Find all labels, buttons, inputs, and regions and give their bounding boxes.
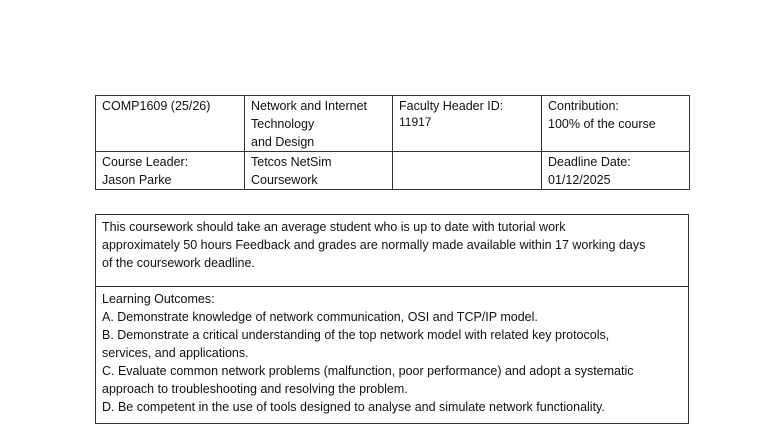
overview-line-1: This coursework should take an average student who is up to date with tutorial work [102,220,566,234]
course-leader-name: Jason Parke [102,173,172,187]
faculty-header-id: 11917 [399,115,432,129]
learning-outcomes-heading: Learning Outcomes: [102,292,215,306]
overview-line-3: of the coursework deadline. [102,256,255,270]
empty-cell [393,152,542,190]
coursework-title-line-1: Tetcos NetSim [251,155,332,169]
learning-outcomes-section [96,287,688,423]
deadline-cell [542,152,690,190]
learning-outcome-d: D. Be competent in the use of tools designed to analyse and simulate network functionality. [102,400,605,414]
course-leader-cell [96,152,245,190]
info-row-1 [96,96,690,152]
info-row-2 [96,152,690,190]
overview-section [96,215,688,287]
contribution-value: 100% of the course [548,117,656,131]
contribution-label: Contribution: [548,99,619,113]
coursework-title-line-2: Coursework [251,173,318,187]
module-title-cell [245,96,393,152]
contribution-cell [542,96,690,152]
module-code: COMP1609 (25/26) [102,99,211,113]
learning-outcome-c-line-1: C. Evaluate common network problems (malfunction, poor performance) and adopt a systematic [102,364,634,378]
deadline-value: 01/12/2025 [548,173,611,187]
learning-outcome-b-line-1: B. Demonstrate a critical understanding of the top network model with related key protocols, [102,328,610,342]
learning-outcome-c-line-2: approach to troubleshooting and resolving the problem. [102,382,408,396]
coursework-details-box [95,214,689,424]
module-title-line-2: Technology [251,117,315,131]
faculty-header-label: Faculty Header ID: [399,99,504,113]
course-leader-label: Course Leader: [102,155,189,169]
learning-outcome-b-line-2: services, and applications. [102,346,249,360]
module-title-line-3: and Design [251,135,315,149]
overview-line-2: approximately 50 hours Feedback and grades are normally made available within 17 working days [102,238,646,252]
coursework-info-table [95,95,690,190]
coursework-title-cell [245,152,393,190]
faculty-header-cell [393,96,542,152]
module-title-line-1: Network and Internet [251,99,368,113]
module-code-cell [96,96,245,152]
learning-outcome-a: A. Demonstrate knowledge of network communication, OSI and TCP/IP model. [102,310,538,324]
deadline-label: Deadline Date: [548,155,631,169]
